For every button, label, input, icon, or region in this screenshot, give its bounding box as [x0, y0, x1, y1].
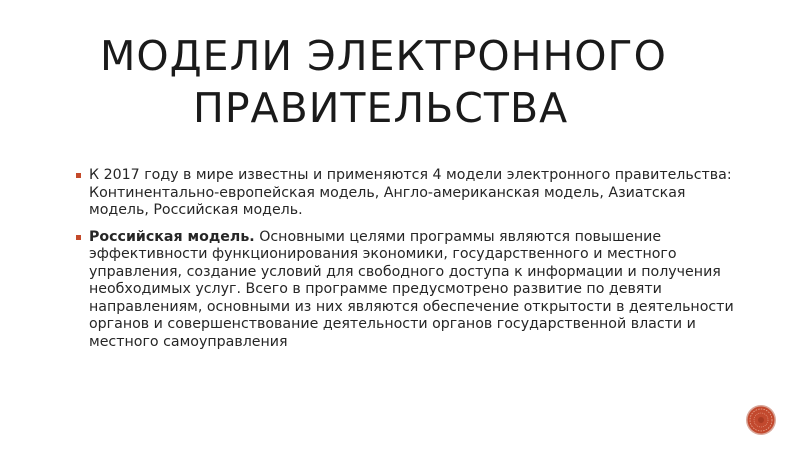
title-line-1: МОДЕЛИ ЭЛЕКТРОННОГО [100, 32, 667, 80]
seal-icon [745, 404, 777, 436]
square-bullet-icon [76, 235, 81, 240]
title-line-2: ПРАВИТЕЛЬСТВА [193, 84, 569, 132]
bullet-lead: Российская модель. [89, 228, 255, 245]
bullet-text: Основными целями программы являются повышение эффективности функционирования экономики, государственного и местного управления, создание условий для свободного доступа к информации и получения необходимых услуг. Всего в программе предусмотрено развитие по девяти направлениям, основными из них являются обеспечение открытости в деятельности органов и совершенствование деятельности органов государственной власти и местного самоуправления [89, 228, 734, 350]
bullet-item-1 [74, 167, 734, 220]
bullet-list [74, 167, 734, 351]
slide-title [100, 30, 740, 134]
bullet-item-2 [74, 229, 734, 352]
bullet-text: К 2017 году в мире известны и применяются 4 модели электронного правительства: Континентально-европейская модель, Англо-американская модель, Азиатская модель, Российская модель. [89, 167, 732, 218]
square-bullet-icon [76, 173, 81, 178]
